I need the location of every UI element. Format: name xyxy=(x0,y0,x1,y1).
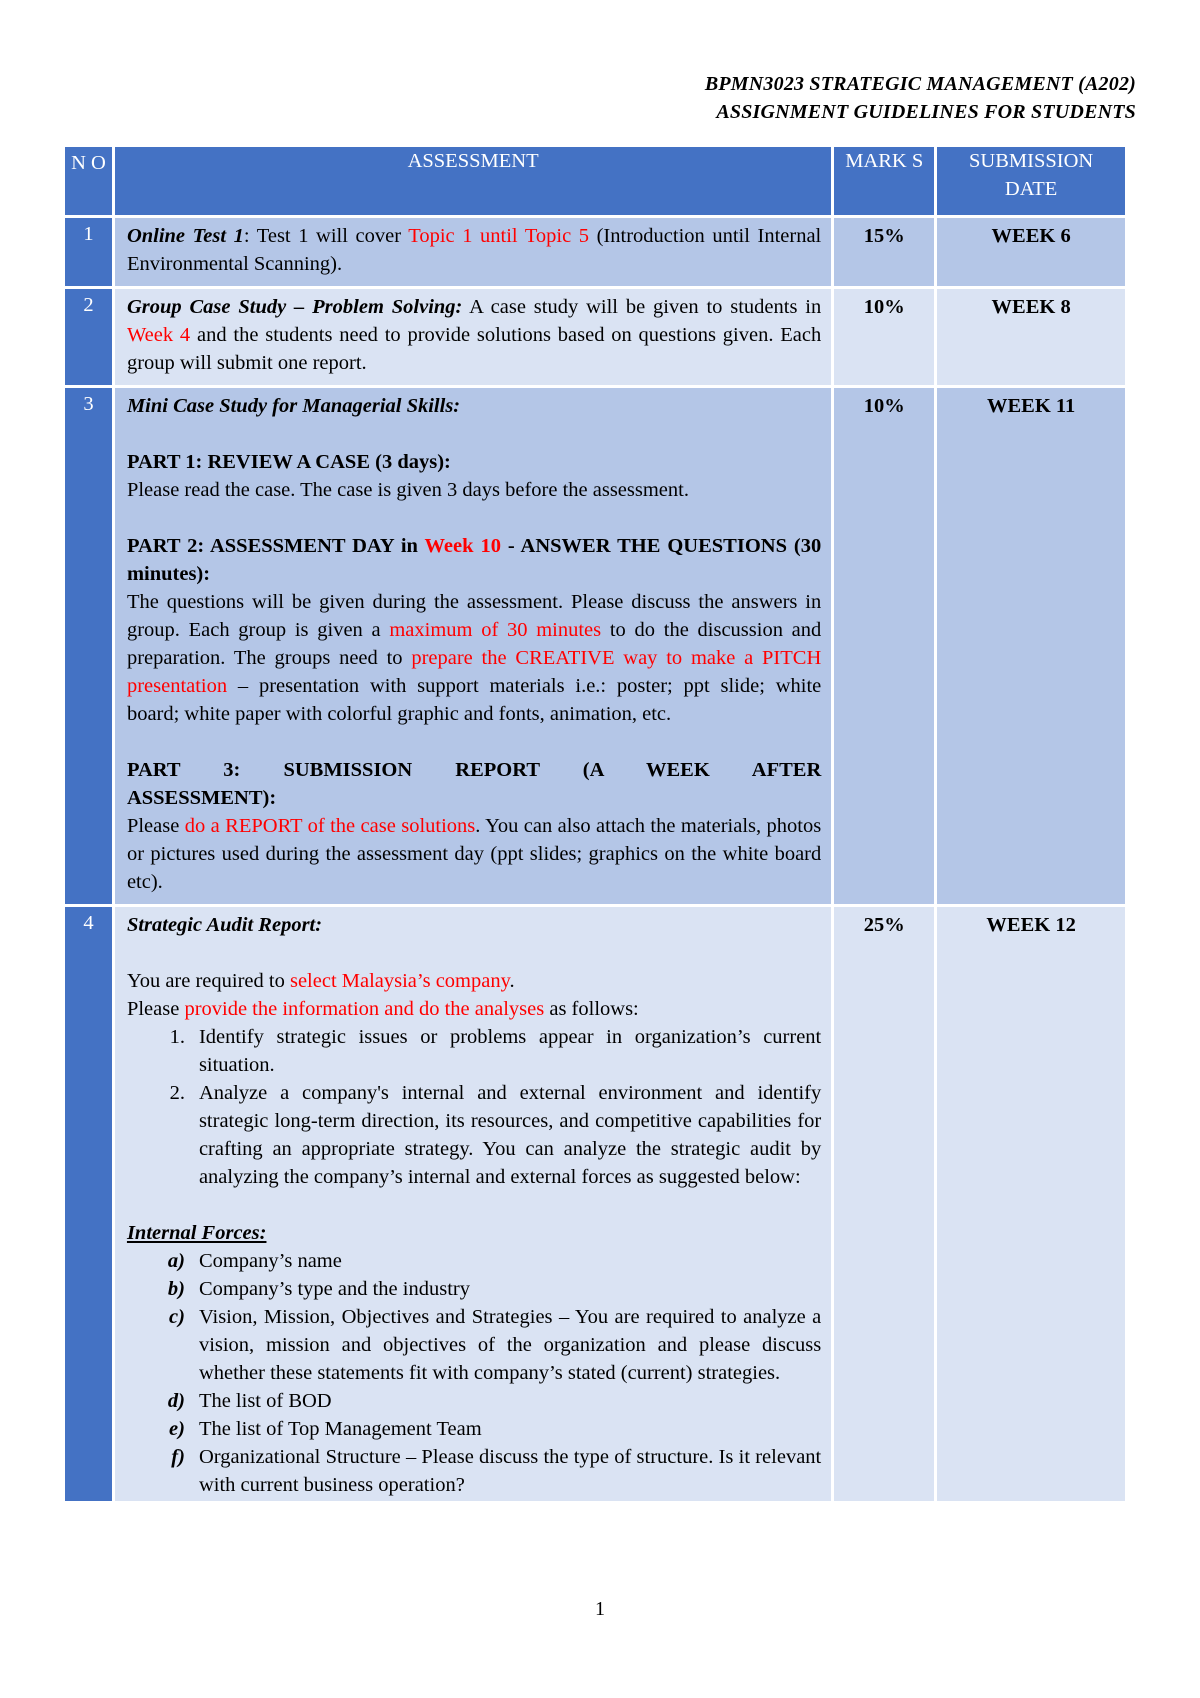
list-text: The list of Top Management Team xyxy=(198,1418,482,1440)
intro-text: . xyxy=(509,970,515,992)
date-cell: WEEK 6 xyxy=(937,218,1125,286)
intro-text: as follows: xyxy=(544,998,639,1020)
list-marker: 1. xyxy=(169,1026,185,1048)
part2-text-segment: – presentation with support materials i.e.: poster; ppt slide; white board; white paper with colorful graphic and fonts, animation, etc. xyxy=(126,675,822,725)
assessment-title: Group Case Study – Problem Solving: xyxy=(126,296,463,318)
list-text: Company’s name xyxy=(198,1250,342,1272)
list-text: Analyze a company's internal and external environment and identify strategic long-term direction, its resources, and competitive capabilities for crafting an appropriate strategy. You can analyze the strategic audit by analyzing the company’s internal and external forces as suggested below: xyxy=(198,1082,822,1188)
assessment-cell xyxy=(115,388,831,904)
assessment-text: and the students need to provide solutions based on questions given. Each group will submit one report. xyxy=(126,324,822,374)
assessment-cell xyxy=(115,907,831,1501)
assessment-title: Strategic Audit Report: xyxy=(126,914,323,936)
page-number: 1 xyxy=(595,1598,605,1620)
course-title: BPMN3023 STRATEGIC MANAGEMENT (A202) xyxy=(704,73,1136,95)
highlight-text: do a REPORT of the case solutions xyxy=(184,815,476,837)
highlight-text: Week 4 xyxy=(126,324,191,346)
table-row xyxy=(65,907,1125,1501)
list-item xyxy=(127,1079,821,1191)
date-cell: WEEK 12 xyxy=(937,907,1125,1501)
highlight-text: Week 10 xyxy=(424,535,501,557)
list-marker: d) xyxy=(167,1390,185,1412)
highlight-text: select Malaysia’s company xyxy=(289,970,510,992)
table-row xyxy=(65,388,1125,904)
list-marker: a) xyxy=(167,1250,185,1272)
list-text: The list of BOD xyxy=(198,1390,332,1412)
col-header-assessment: ASSESSMENT xyxy=(115,147,831,215)
marks-cell: 25% xyxy=(834,907,934,1501)
list-text: Company’s type and the industry xyxy=(198,1278,470,1300)
intro-text: Please xyxy=(126,998,185,1020)
document-header xyxy=(705,70,1136,126)
assessment-cell xyxy=(115,289,831,385)
table-row xyxy=(65,289,1125,385)
list-item xyxy=(127,1275,821,1303)
list-text: Identify strategic issues or problems appear in organization’s current situation. xyxy=(198,1026,822,1076)
marks-cell: 10% xyxy=(834,289,934,385)
document-title: ASSIGNMENT GUIDELINES FOR STUDENTS xyxy=(716,101,1136,123)
internal-forces-title: Internal Forces: xyxy=(126,1222,267,1244)
part3-text xyxy=(127,812,821,896)
part2-text-segment: to do the discussion and preparation. The groups need to xyxy=(126,619,822,669)
col-header-marks: MARK S xyxy=(834,147,934,215)
marks-cell: 15% xyxy=(834,218,934,286)
date-cell: WEEK 11 xyxy=(937,388,1125,904)
assessment-title: Online Test 1 xyxy=(126,225,244,247)
list-text: Organizational Structure – Please discuss the type of structure. Is it relevant with current business operation? xyxy=(198,1446,822,1496)
part2-text-segment: The questions will be given during the assessment. Please discuss the answers in group. Each group is given a xyxy=(126,591,822,641)
part1-title: PART 1: REVIEW A CASE (3 days): xyxy=(126,451,451,473)
list-text: Vision, Mission, Objectives and Strategies – You are required to analyze a vision, mission and objectives of the organization and please discuss whether these statements fit with company’s stated (current) strategies. xyxy=(198,1306,822,1384)
row-number: 4 xyxy=(65,907,112,1501)
assessment-title: Mini Case Study for Managerial Skills: xyxy=(126,395,461,417)
list-item xyxy=(127,1443,821,1499)
list-item xyxy=(127,1303,821,1387)
part2-title-text: - ANSWER THE QUESTIONS (30 minutes): xyxy=(126,535,822,585)
assessment-table xyxy=(62,144,1128,1504)
part1-text: Please read the case. The case is given 3 days before the assessment. xyxy=(126,479,689,501)
part2-title-text: PART 2: ASSESSMENT DAY in xyxy=(126,535,425,557)
list-marker: 2. xyxy=(169,1082,185,1104)
table-row xyxy=(65,218,1125,286)
list-item xyxy=(127,1247,821,1275)
highlight-text: prepare the CREATIVE way to make a PITCH presentation xyxy=(126,647,822,697)
intro-line xyxy=(127,967,821,995)
col-header-no: N O xyxy=(65,147,112,215)
date-cell: WEEK 8 xyxy=(937,289,1125,385)
row-number: 2 xyxy=(65,289,112,385)
assessment-text: A case study will be given to students in xyxy=(462,296,822,318)
list-marker: f) xyxy=(171,1446,185,1468)
assessment-cell xyxy=(115,218,831,286)
col-header-date: SUBMISSION DATE xyxy=(937,147,1125,215)
part2-title xyxy=(127,532,821,588)
intro-line xyxy=(127,995,821,1023)
row-number: 1 xyxy=(65,218,112,286)
part3-text-segment: Please xyxy=(126,815,185,837)
list-marker: e) xyxy=(169,1418,185,1440)
part3-title: PART 3: SUBMISSION REPORT (A WEEK AFTER ASSESSMENT): xyxy=(126,759,822,809)
highlight-text: maximum of 30 minutes xyxy=(389,619,602,641)
assessment-text: : Test 1 will cover xyxy=(243,225,409,247)
row-number: 3 xyxy=(65,388,112,904)
list-item xyxy=(127,1415,821,1443)
highlight-text: Topic 1 until Topic 5 xyxy=(408,225,590,247)
highlight-text: provide the information and do the analyses xyxy=(184,998,545,1020)
part3-text-segment: . You can also attach the materials, photos or pictures used during the assessment day (ppt slides; graphics on the white board etc). xyxy=(126,815,822,893)
list-marker: b) xyxy=(167,1278,185,1300)
assessment-text: (Introduction until Internal Environmental Scanning). xyxy=(126,225,822,275)
list-item xyxy=(127,1387,821,1415)
list-marker: c) xyxy=(169,1306,185,1328)
list-item xyxy=(127,1023,821,1079)
part2-text xyxy=(127,588,821,728)
marks-cell: 10% xyxy=(834,388,934,904)
intro-text: You are required to xyxy=(126,970,290,992)
table-header-row xyxy=(65,147,1125,215)
